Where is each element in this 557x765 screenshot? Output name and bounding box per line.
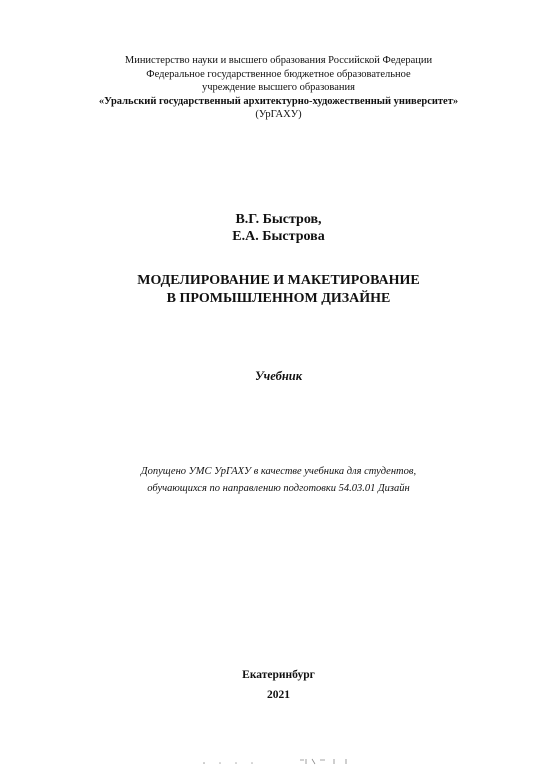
university-name: «Уральский государственный архитектурно-художественный университет» — [98, 95, 459, 107]
author-2: Е.А. Быстрова — [232, 229, 325, 244]
author-1: В.Г. Быстров, — [235, 212, 322, 227]
scan-artifact-marks — [196, 755, 356, 765]
city: Екатеринбург — [242, 669, 315, 681]
title-line-2: В ПРОМЫШЛЕННОМ ДИЗАЙНЕ — [166, 290, 391, 306]
institution-header — [0, 54, 557, 122]
approval-note — [0, 463, 557, 497]
imprint — [0, 665, 557, 705]
authors-block — [0, 211, 557, 245]
document-type: Учебник — [254, 369, 303, 383]
university-abbreviation: (УрГАХУ) — [255, 109, 302, 121]
approval-line-2: обучающихся по направлению подготовки 54.03.01 Дизайн — [147, 483, 410, 494]
book-title — [0, 272, 557, 307]
institution-education-line: учреждение высшего образования — [202, 82, 355, 94]
title-line-1: МОДЕЛИРОВАНИЕ И МАКЕТИРОВАНИЕ — [137, 273, 420, 288]
institution-type-line: Федеральное государственное бюджетное образовательное — [146, 68, 411, 80]
approval-line-1: Допущено УМС УрГАХУ в качестве учебника для студентов, — [140, 466, 417, 477]
year: 2021 — [267, 689, 290, 701]
ministry-line: Министерство науки и высшего образования Российской Федерации — [124, 55, 433, 66]
